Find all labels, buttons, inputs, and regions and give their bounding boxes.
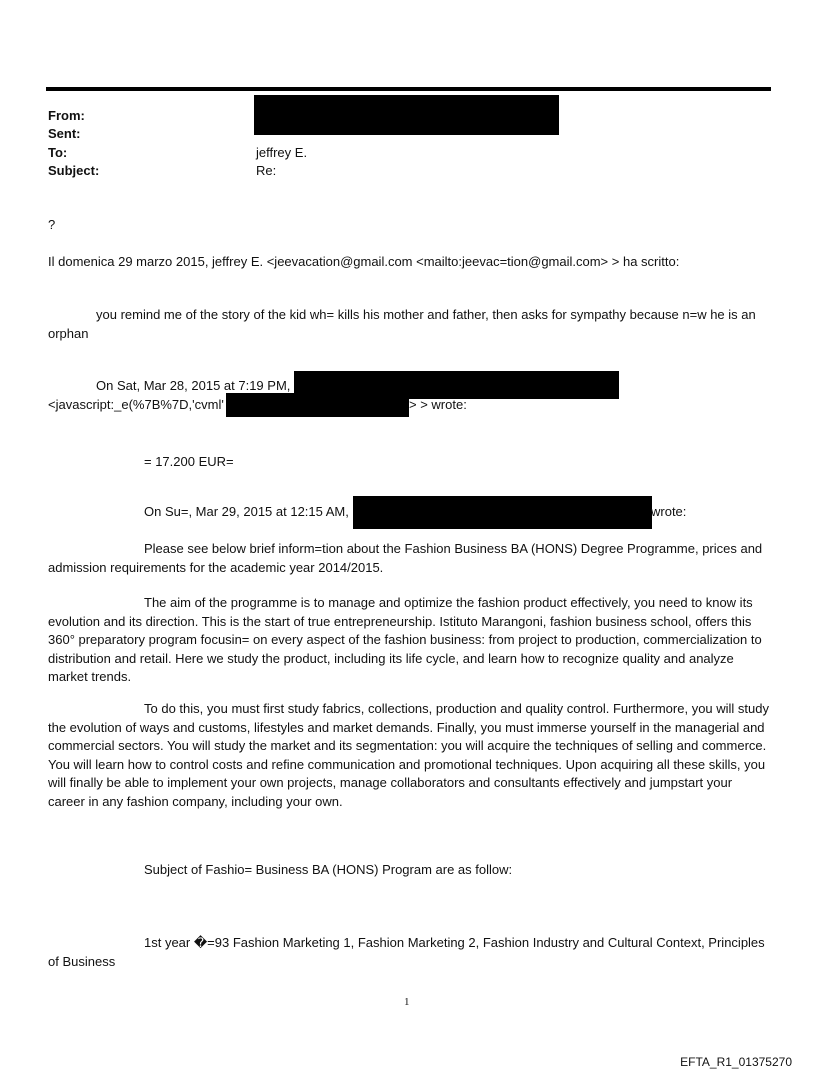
- to-value: jeffrey E.: [256, 145, 308, 160]
- sun-header-b: wrote:: [651, 504, 687, 519]
- bates-number: EFTA_R1_01375270: [680, 1055, 792, 1069]
- sun-header-a: On Su=, Mar 29, 2015 at 12:15 AM,: [144, 504, 349, 519]
- paragraph-study: To do this, you must first study fabrics, collections, production and quality control. Furthermore, you will study the evolution of ways and customs, lifestyles and market demands. Finally, you must immerse yourself in the managerial and commercial sectors. You will study the market and its segmentation: you will acquire the techniques of selling and commerce. You will learn how to control costs and refine communication and promotional techniques. Upon acquiring all these skills, you will finally be able to implement your own projects, manage collaborators and consultants effectively and jumpstart your career in any fashion company, including your own.: [48, 701, 769, 809]
- sent-label: Sent:: [48, 126, 81, 141]
- sat-header-line-2a: <javascript:_e(%7B%7D,'cvml': [48, 397, 224, 412]
- subjects-intro: Subject of Fashio= Business BA (HONS) Program are as follow:: [144, 862, 513, 877]
- sat-header-line-2b: > > wrote:: [409, 397, 467, 412]
- paragraph-info: Please see below brief inform=tion about the Fashion Business BA (HONS) Degree Programme, prices and admission requirements for the academic year 2014/2015.: [48, 541, 763, 575]
- sat-header-line-1: On Sat, Mar 28, 2015 at 7:19 PM,: [96, 378, 291, 393]
- subject-label: Subject:: [48, 163, 100, 178]
- price-line: = 17.200 EUR=: [144, 454, 234, 469]
- redaction-from: [254, 95, 559, 135]
- italian-quote-header: Il domenica 29 marzo 2015, jeffrey E. <jeevacation@gmail.com <mailto:jeevac=tion@gmail.com> > ha scritto:: [48, 254, 680, 269]
- page-number: 1: [404, 996, 410, 1008]
- from-label: From:: [48, 108, 85, 123]
- subject-value: Re:: [256, 163, 277, 178]
- first-year-subjects: 1st year �=93 Fashion Marketing 1, Fashion Marketing 2, Fashion Industry and Cultural Context, Principles of Business: [48, 935, 765, 969]
- redaction-sun-sender: [353, 496, 652, 529]
- question-mark: ?: [48, 217, 56, 232]
- to-label: To:: [48, 145, 68, 160]
- redaction-sat-link: [226, 393, 409, 417]
- paragraph-aim: The aim of the programme is to manage and optimize the fashion product effectively, you need to know its evolution and its direction. This is the start of true entrepreneurship. Istituto Marangoni, fashion business school, offers this 360° preparatory program focusin= on every aspect of the fashion business: from project to production, commercialization to distribution and retail. Here we study the product, including its life cycle, and learn how to recognize quality and analyze market trends.: [48, 595, 762, 684]
- header-rule: [46, 87, 771, 91]
- reply-paragraph: you remind me of the story of the kid wh= kills his mother and father, then asks for sympathy because n=w he is an orphan: [48, 307, 756, 341]
